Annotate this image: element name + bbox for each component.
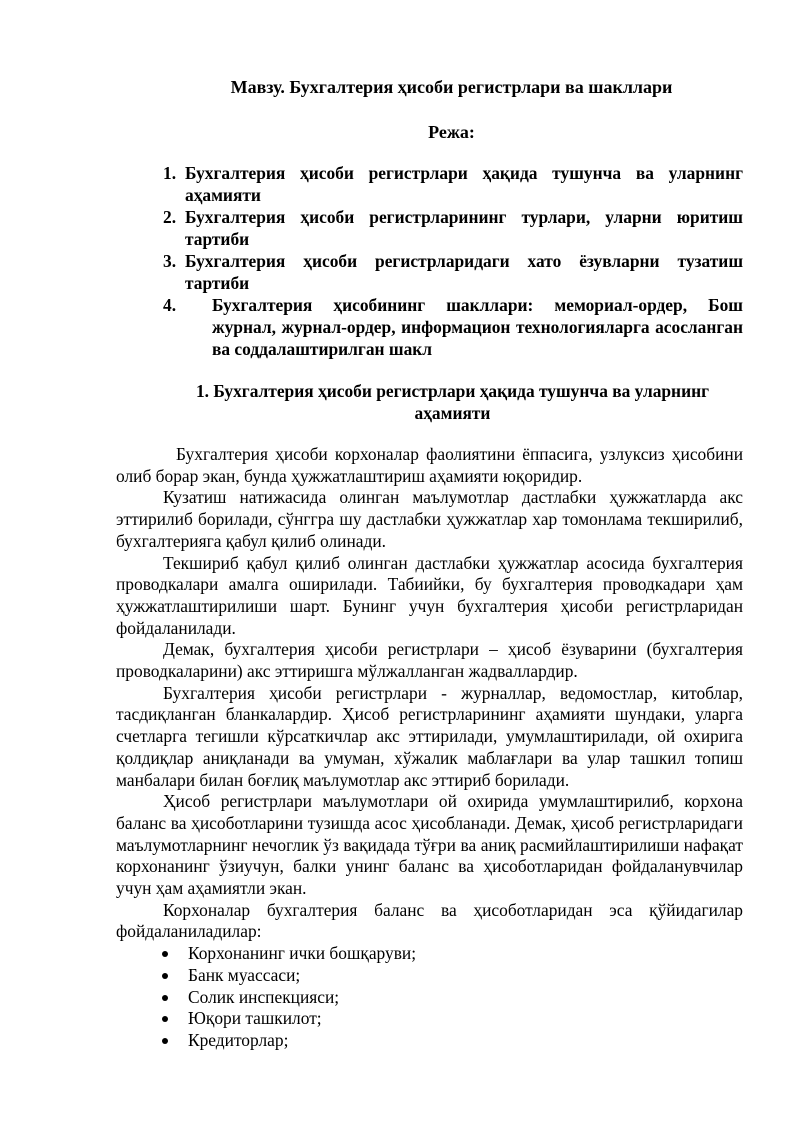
plan-item	[163, 294, 743, 360]
bullet-text: Банк муассаси;	[188, 964, 301, 985]
plan-item	[163, 250, 743, 294]
body-text	[116, 444, 743, 1052]
bullet-text: Корхонанинг ички бошқаруви;	[188, 943, 417, 964]
bullet-icon	[162, 951, 168, 957]
plan-list	[163, 162, 743, 360]
plan-item-text: Бухгалтерия ҳисобининг шакллари: мемориал-ордер, Бош журнал, журнал-ордер, информацион технологияларга асосланган ва соддалаштирилган шакл	[212, 295, 743, 359]
bullet-text: Кредиторлар;	[188, 1029, 289, 1050]
plan-item-number: 2.	[163, 207, 177, 227]
paragraph: Бухгалтерия ҳисоби корхоналар фаолиятини ёппасига, узлуксиз ҳисобини олиб борар экан, бунда ҳужжатлаштириш аҳамияти юқоридир.	[116, 444, 743, 486]
bullet-item	[116, 1008, 743, 1030]
plan-item-text: Бухгалтерия ҳисоби регистрларининг турлари, уларни юритиш тартиби	[185, 207, 743, 249]
paragraph: Текшириб қабул қилиб олинган дастлабки ҳужжатлар асосида бухгалтерия проводкалари амалга оширилади. Табиийки, бу бухгалтерия проводкадари ҳам ҳужжатлаштирилиши шарт. Бунинг учун бухгалтерия ҳисоби регистрларидан фойдаланилади.	[116, 552, 743, 638]
bullet-icon	[162, 995, 168, 1001]
bullet-item	[116, 965, 743, 987]
plan-item	[163, 162, 743, 206]
paragraph: Демак, бухгалтерия ҳисоби регистрлари – ҳисоб ёзуварини (бухгалтерия проводкаларини) акс эттиришга мўлжалланган жадваллардир.	[116, 639, 743, 682]
bullet-item	[116, 943, 743, 965]
paragraph: Ҳисоб регистрлари маълумотлари ой охирида умумлаштирилиб, корхона баланс ва ҳисоботларини тузишда асос ҳисобланади. Демак, ҳисоб регистрларидаги маълумотларнинг нечоглик ўз вақидада тўғри ва аниқ расмийлаштирилиши нафақат корхонанинг ўзиучун, балки унинг баланс ва ҳисоботларидан фойдаланувчилар учун ҳам аҳамиятли экан.	[116, 791, 743, 899]
plan-item	[163, 206, 743, 250]
document-title: Мавзу. Бухгалтерия ҳисоби регистрлари ва шакллари	[230, 77, 673, 97]
section-heading: 1. Бухгалтерия ҳисоби регистрлари ҳақида тушунча ва уларнинг аҳамияти	[195, 381, 710, 423]
plan-item-text: Бухгалтерия ҳисоби регистрларидаги хато ёзувларни тузатиш тартиби	[185, 251, 743, 293]
paragraph: Кузатиш натижасида олинган маълумотлар дастлабки ҳужжатларда акс эттирилиб борилади, сўнггра шу дастлабки ҳужжатлар хар томонлама текширилиб, бухгалтерияга қабул қилиб олинади.	[116, 487, 743, 551]
plan-item-number: 4.	[163, 295, 177, 315]
plan-item-number: 3.	[163, 251, 177, 271]
plan-item-text: Бухгалтерия ҳисоби регистрлари ҳақида тушунча ва уларнинг аҳамияти	[185, 163, 743, 205]
bullet-text: Солик инспекцияси;	[188, 986, 340, 1007]
bullet-item	[116, 1030, 743, 1052]
bullet-list	[116, 943, 743, 1052]
bullet-icon	[162, 1016, 168, 1022]
paragraph: Корхоналар бухгалтерия баланс ва ҳисоботларидан эса қўйидагилар фойдаланиладилар:	[116, 899, 743, 942]
bullet-text: Юқори ташкилот;	[188, 1008, 322, 1029]
plan-item-number: 1.	[163, 163, 177, 183]
bullet-icon	[162, 1038, 168, 1044]
bullet-icon	[162, 973, 168, 979]
paragraph: Бухгалтерия ҳисоби регистрлари - журналлар, ведомостлар, китоблар, тасдиқланган бланкалардир. Ҳисоб регистрларининг аҳамияти шундаки, уларга счетларга тегишли кўрсаткичлар акс эттирилади, умумлаштирилади, ой охирига қолдиқлар аниқланади ва умуман, хўжалик маблағлари ва улар ташкил топиш манбалари билан боғлиқ маълумотлар акс эттириб борилади.	[116, 682, 743, 790]
plan-title: Режа:	[428, 122, 475, 142]
bullet-item	[116, 987, 743, 1009]
